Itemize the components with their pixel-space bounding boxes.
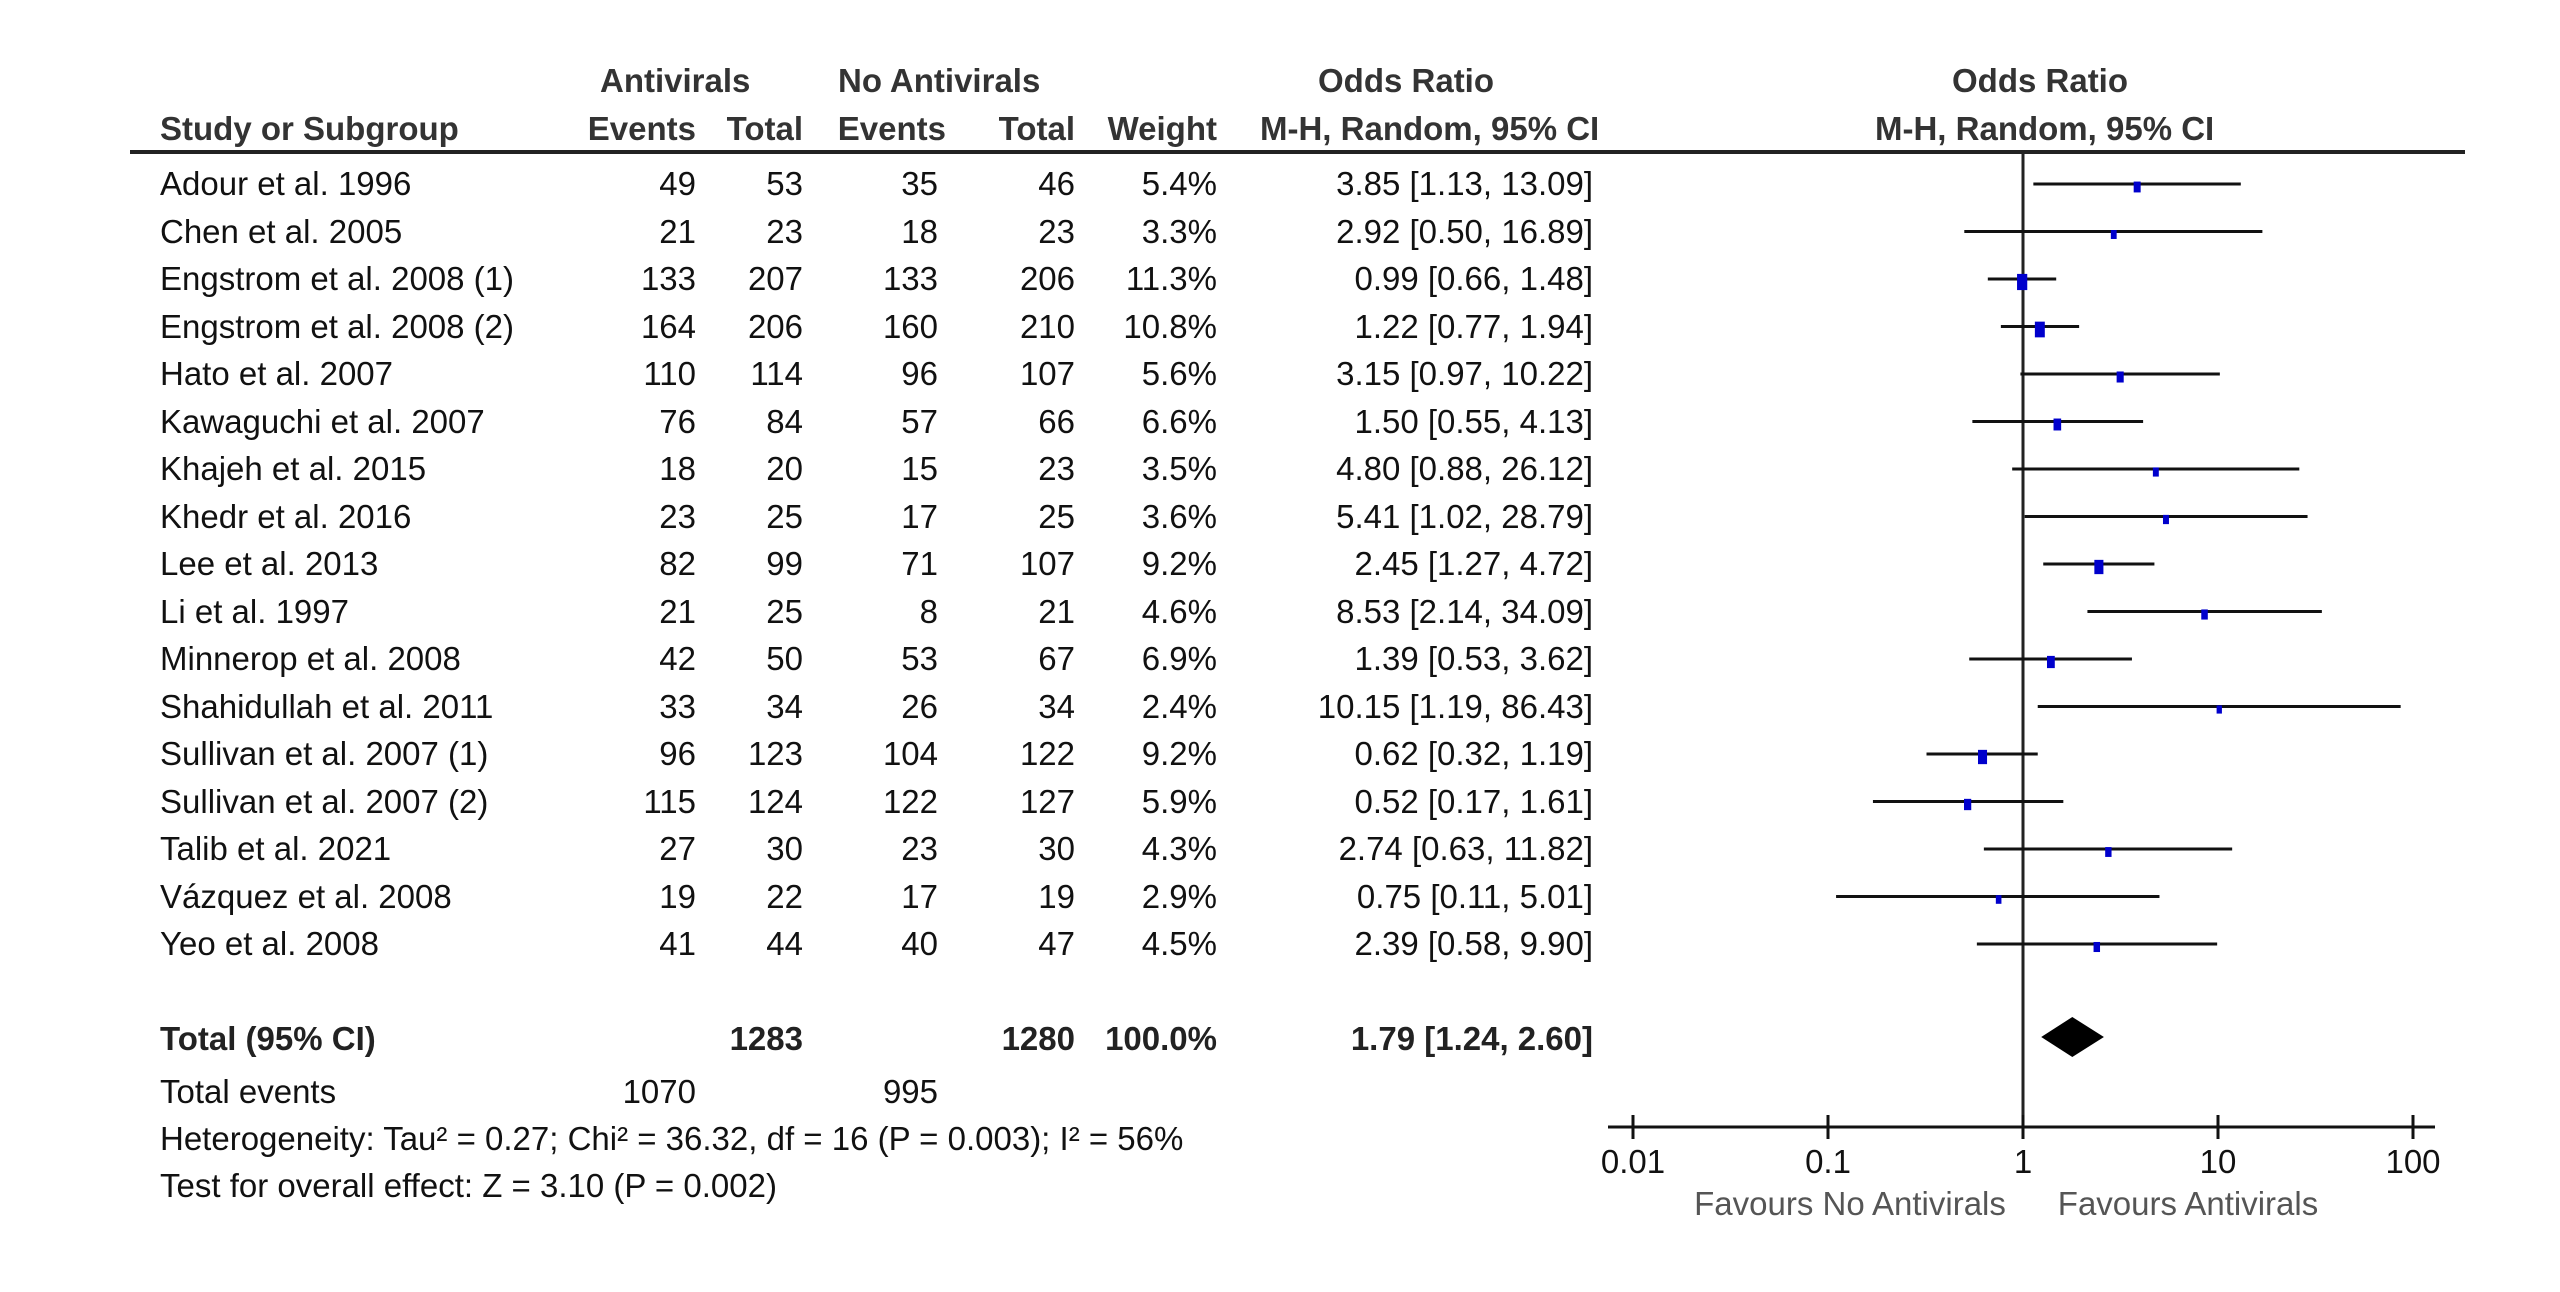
total-antivirals: 25 <box>766 592 803 630</box>
point-estimate-marker <box>1964 799 1971 810</box>
total-antivirals: 30 <box>766 830 803 867</box>
favours-no-antivirals-label: Favours No Antivirals <box>1694 1185 2006 1222</box>
x-tick-label: 100 <box>2385 1143 2441 1180</box>
events-no-antivirals: 15 <box>901 450 938 487</box>
total-events-no-antivirals: 995 <box>882 1073 938 1110</box>
total-no-antivirals: 206 <box>1019 260 1075 297</box>
point-estimate-marker <box>2017 274 2027 290</box>
odds-ratio-ci: 1.50 [0.55, 4.13] <box>1354 402 1593 440</box>
total-antivirals: 206 <box>747 307 803 345</box>
events-antivirals: 41 <box>659 925 696 962</box>
total-ci: 1.79 [1.24, 2.60] <box>1350 1020 1593 1057</box>
events-no-antivirals: 23 <box>901 830 938 867</box>
total-antivirals: 22 <box>766 877 803 915</box>
events-no-antivirals: 18 <box>901 212 938 250</box>
weight: 5.4% <box>1141 165 1217 202</box>
events-no-antivirals: 71 <box>901 545 938 582</box>
odds-ratio-ci: 0.75 [0.11, 5.01] <box>1356 877 1593 915</box>
odds-ratio-ci: 2.39 [0.58, 9.90] <box>1354 925 1593 962</box>
odds-ratio-ci: 2.92 [0.50, 16.89] <box>1336 212 1593 250</box>
total-antivirals: 25 <box>766 497 803 535</box>
header-weight: Weight <box>1107 110 1217 147</box>
overall-effect-text: Test for overall effect: Z = 3.10 (P = 0.002) <box>160 1167 777 1204</box>
events-no-antivirals: 160 <box>882 307 938 345</box>
weight: 3.5% <box>1141 450 1217 487</box>
study-name: Chen et al. 2005 <box>160 212 403 250</box>
odds-ratio-ci: 3.85 [1.13, 13.09] <box>1336 165 1593 202</box>
point-estimate-marker <box>2094 560 2103 574</box>
point-estimate-marker <box>2134 182 2141 193</box>
header-plot-title: Odds Ratio <box>1952 62 2129 99</box>
total-weight: 100.0% <box>1105 1020 1217 1057</box>
weight: 4.6% <box>1141 592 1217 630</box>
favours-antivirals-label: Favours Antivirals <box>2057 1185 2319 1222</box>
odds-ratio-ci: 4.80 [0.88, 26.12] <box>1336 450 1593 487</box>
total-no-antivirals: 67 <box>1038 640 1075 677</box>
point-estimate-marker <box>2117 371 2124 382</box>
total-label: Total (95% CI) <box>160 1020 376 1057</box>
total-antivirals: 207 <box>747 260 803 297</box>
study-name: Li et al. 1997 <box>160 592 349 630</box>
total-no-antivirals: 122 <box>1019 735 1075 772</box>
study-name: Vázquez et al. 2008 <box>160 877 452 915</box>
weight: 4.3% <box>1141 830 1217 867</box>
study-name: Kawaguchi et al. 2007 <box>160 402 485 440</box>
header-events-antivirals: Events <box>587 110 696 147</box>
total-no-antivirals: 210 <box>1019 307 1075 345</box>
events-antivirals: 115 <box>643 782 696 820</box>
header-or-method: M-H, Random, 95% CI <box>1260 110 1600 147</box>
weight: 10.8% <box>1123 307 1217 345</box>
events-antivirals: 164 <box>640 307 696 345</box>
odds-ratio-ci: 1.39 [0.53, 3.62] <box>1354 640 1593 677</box>
events-antivirals: 21 <box>659 212 696 250</box>
events-no-antivirals: 53 <box>901 640 938 677</box>
total-no-antivirals: 47 <box>1038 925 1075 962</box>
events-antivirals: 82 <box>659 545 696 582</box>
events-antivirals: 18 <box>659 450 696 487</box>
events-antivirals: 49 <box>659 165 696 202</box>
total-antivirals: 20 <box>766 450 803 487</box>
study-name: Lee et al. 2013 <box>160 545 379 582</box>
events-no-antivirals: 35 <box>901 165 938 202</box>
total-antivirals: 124 <box>747 782 803 820</box>
study-name: Yeo et al. 2008 <box>160 925 379 962</box>
events-no-antivirals: 17 <box>901 497 938 535</box>
weight: 2.4% <box>1141 687 1217 725</box>
weight: 2.9% <box>1141 877 1217 915</box>
point-estimate-marker <box>2163 515 2169 524</box>
total-antivirals: 53 <box>766 165 803 202</box>
weight: 11.3% <box>1125 260 1217 297</box>
weight: 3.6% <box>1141 497 1217 535</box>
total-antivirals: 50 <box>766 640 803 677</box>
study-name: Adour et al. 1996 <box>160 165 412 202</box>
study-name: Talib et al. 2021 <box>160 830 392 867</box>
total-events-label: Total events <box>160 1073 337 1110</box>
odds-ratio-ci: 0.52 [0.17, 1.61] <box>1354 782 1593 820</box>
study-name: Khajeh et al. 2015 <box>160 450 427 487</box>
total-no-antivirals: 25 <box>1038 497 1075 535</box>
odds-ratio-ci: 2.45 [1.27, 4.72] <box>1354 545 1593 582</box>
weight: 9.2% <box>1141 545 1217 582</box>
weight: 5.9% <box>1141 782 1217 820</box>
odds-ratio-ci: 1.22 [0.77, 1.94] <box>1354 307 1593 345</box>
odds-ratio-ci: 2.74 [0.63, 11.82] <box>1338 830 1593 867</box>
study-name: Sullivan et al. 2007 (2) <box>160 782 489 820</box>
header-total-no-antivirals: Total <box>998 110 1075 147</box>
study-name: Sullivan et al. 2007 (1) <box>160 735 489 772</box>
point-estimate-marker <box>2201 609 2208 619</box>
total-antivirals: 34 <box>766 687 803 725</box>
header-group-no-antivirals: No Antivirals <box>838 62 1041 99</box>
point-estimate-marker <box>2217 705 2222 713</box>
total-antivirals: 99 <box>766 545 803 582</box>
point-estimate-marker <box>2094 942 2100 952</box>
point-estimate-marker <box>2035 322 2045 338</box>
events-no-antivirals: 104 <box>882 735 938 772</box>
events-antivirals: 19 <box>659 877 696 915</box>
study-name: Minnerop et al. 2008 <box>160 640 461 677</box>
x-tick-label: 1 <box>2013 1143 2033 1180</box>
study-name: Khedr et al. 2016 <box>160 497 412 535</box>
header-group-antivirals: Antivirals <box>600 62 751 99</box>
header-events-no-antivirals: Events <box>837 110 946 147</box>
events-antivirals: 27 <box>659 830 696 867</box>
events-no-antivirals: 96 <box>901 355 938 392</box>
events-antivirals: 21 <box>659 592 696 630</box>
summary-diamond <box>2041 1017 2104 1057</box>
odds-ratio-ci: 8.53 [2.14, 34.09] <box>1336 592 1593 630</box>
weight: 4.5% <box>1141 925 1217 962</box>
total-no-antivirals: 21 <box>1038 592 1075 630</box>
weight: 5.6% <box>1141 355 1217 392</box>
events-antivirals: 133 <box>640 260 696 297</box>
header-study-column: Study or Subgroup <box>160 110 459 147</box>
total-antivirals: 114 <box>750 355 803 392</box>
point-estimate-marker <box>2054 419 2062 431</box>
odds-ratio-ci: 5.41 [1.02, 28.79] <box>1336 497 1593 535</box>
events-antivirals: 23 <box>659 497 696 535</box>
total-no-antivirals: 23 <box>1038 450 1075 487</box>
header-total-antivirals: Total <box>726 110 803 147</box>
events-no-antivirals: 8 <box>919 592 938 630</box>
odds-ratio-ci: 10.15 [1.19, 86.43] <box>1317 687 1593 725</box>
events-no-antivirals: 57 <box>901 402 938 440</box>
total-no-antivirals: 46 <box>1038 165 1075 202</box>
total-no-antivirals: 23 <box>1038 212 1075 250</box>
total-no-antivirals: 107 <box>1019 355 1075 392</box>
point-estimate-marker <box>2105 847 2111 857</box>
events-antivirals: 96 <box>659 735 696 772</box>
odds-ratio-ci: 3.15 [0.97, 10.22] <box>1336 355 1593 392</box>
header-plot-method: M-H, Random, 95% CI <box>1875 110 2215 147</box>
point-estimate-marker <box>2153 467 2159 476</box>
events-antivirals: 76 <box>659 402 696 440</box>
weight: 6.6% <box>1141 402 1217 440</box>
x-tick-label: 10 <box>2199 1143 2237 1180</box>
point-estimate-marker <box>2047 656 2055 668</box>
total-no-antivirals: 127 <box>1019 782 1075 820</box>
point-estimate-marker <box>1978 750 1987 764</box>
events-no-antivirals: 122 <box>882 782 938 820</box>
point-estimate-marker <box>2111 230 2117 239</box>
total-no-antivirals: 34 <box>1038 687 1075 725</box>
total-antivirals: 1283 <box>729 1020 803 1057</box>
events-no-antivirals: 40 <box>901 925 938 962</box>
weight: 9.2% <box>1141 735 1217 772</box>
total-no-antivirals: 66 <box>1038 402 1075 440</box>
total-antivirals: 84 <box>766 402 803 440</box>
odds-ratio-ci: 0.99 [0.66, 1.48] <box>1354 260 1593 297</box>
study-name: Engstrom et al. 2008 (1) <box>160 260 515 297</box>
total-antivirals: 44 <box>766 925 803 962</box>
events-no-antivirals: 26 <box>901 687 938 725</box>
events-antivirals: 110 <box>643 355 696 392</box>
study-name: Hato et al. 2007 <box>160 355 393 392</box>
heterogeneity-text: Heterogeneity: Tau² = 0.27; Chi² = 36.32, df = 16 (P = 0.003); I² = 56% <box>160 1120 1184 1157</box>
events-no-antivirals: 17 <box>901 877 938 915</box>
total-no-antivirals: 19 <box>1038 877 1075 915</box>
total-no-antivirals: 30 <box>1038 830 1075 867</box>
x-tick-label: 0.01 <box>1600 1143 1666 1180</box>
study-name: Engstrom et al. 2008 (2) <box>160 307 515 345</box>
weight: 6.9% <box>1141 640 1217 677</box>
total-antivirals: 23 <box>766 212 803 250</box>
total-no-antivirals: 1280 <box>1001 1020 1075 1057</box>
events-no-antivirals: 133 <box>882 260 938 297</box>
header-or-title: Odds Ratio <box>1318 62 1495 99</box>
x-tick-label: 0.1 <box>1805 1143 1851 1180</box>
study-name: Shahidullah et al. 2011 <box>160 687 494 725</box>
total-antivirals: 123 <box>747 735 803 772</box>
events-antivirals: 42 <box>659 640 696 677</box>
events-antivirals: 33 <box>659 687 696 725</box>
odds-ratio-ci: 0.62 [0.32, 1.19] <box>1354 735 1593 772</box>
total-events-antivirals: 1070 <box>622 1073 696 1110</box>
point-estimate-marker <box>1996 895 2002 904</box>
total-no-antivirals: 107 <box>1019 545 1075 582</box>
weight: 3.3% <box>1141 212 1217 250</box>
